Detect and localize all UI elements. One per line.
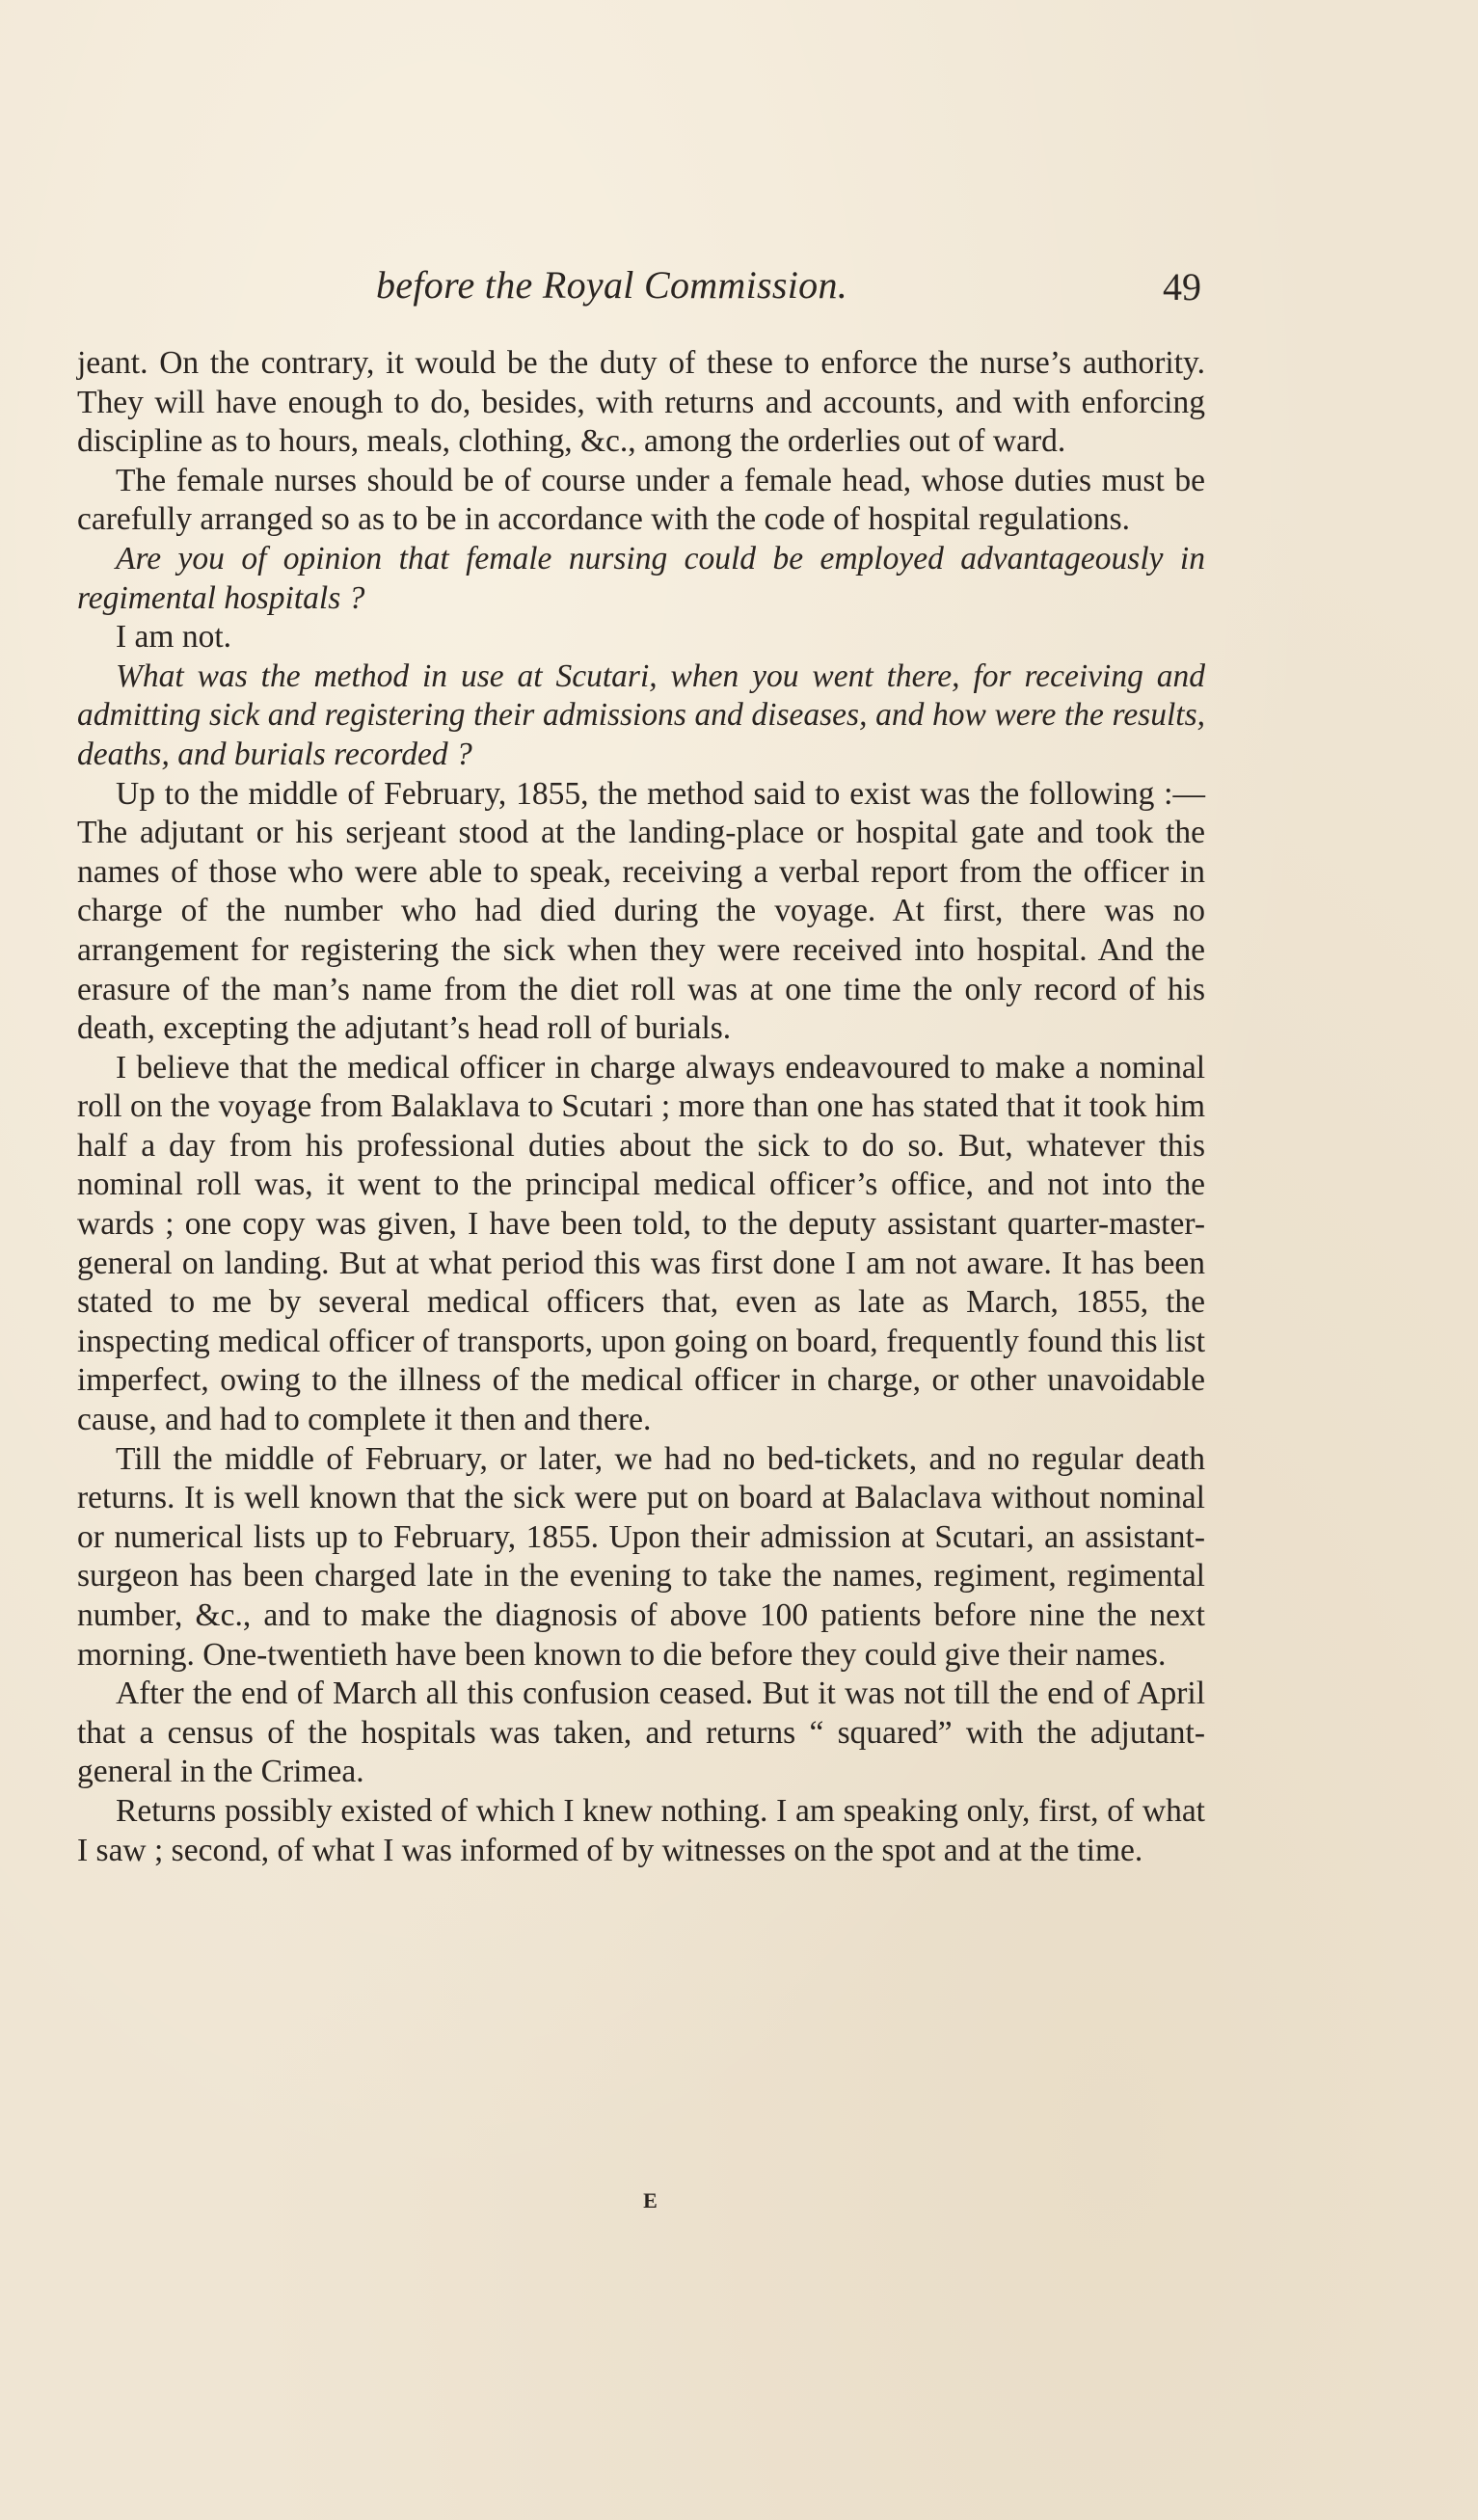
paragraph-question: Are you of opinion that female nursing could be employed advantageously in regimental hospitals ? xyxy=(77,540,1205,616)
running-head xyxy=(77,262,1205,320)
paragraph-answer: Till the middle of February, or later, we had no bed-tickets, and no regular death returns. It is well known that the sick were put on board at Balaclava without nominal or numerical lists up to February, 1855. Upon their admission at Scutari, an assistant-surgeon has been charged late in the evening to take the names, regiment, regimental number, &c., and to make the diagnosis of above 100 patients before nine the next morning. One-twentieth have been known to die before they could give their names. xyxy=(77,1440,1205,1673)
signature-mark: E xyxy=(643,2188,658,2212)
paragraph-continuation: jeant. On the contrary, it would be the duty of these to enforce the nurse’s authority. They will have enough to do, besides, with returns and accounts, and with enforcing discipline as to hours, meals, clothing, &c., among the orderlies out of ward. xyxy=(77,345,1205,460)
paragraph-answer: Up to the middle of February, 1855, the method said to exist was the following :—The adjutant or his serjeant stood at the landing-place or hospital gate and took the names of those who were able to speak, receiving a verbal report from the officer in charge of the number who had died during the voyage. At first, there was no arrangement for registering the sick when they were received into hospital. And the erasure of the man’s name from the diet roll was at one time the only record of his death, excepting the adjutant’s head roll of burials. xyxy=(77,775,1205,1047)
body-text xyxy=(77,344,1205,1870)
running-title: before the Royal Commission. xyxy=(376,263,848,307)
paragraph-answer: The female nurses should be of course under a female head, whose duties must be carefully arranged so as to be in accordance with the code of hospital regulations. xyxy=(77,462,1205,538)
paragraph-answer: Returns possibly existed of which I knew nothing. I am speaking only, first, of what I saw ; second, of what I was informed of by witnesses on the spot and at the time. xyxy=(77,1792,1205,1868)
paragraph-question: What was the method in use at Scutari, when you went there, for receiving and admitting sick and registering their admissions and diseases, and how were the results, deaths, and burials recorded ? xyxy=(77,657,1205,772)
paragraph-answer: I am not. xyxy=(116,619,232,656)
page-number: 49 xyxy=(1163,265,1201,308)
paragraph-answer: After the end of March all this confusion ceased. But it was not till the end of April that a census of the hospitals was taken, and returns “ squared” with the adjutant-general in the Crimea. xyxy=(77,1676,1205,1790)
paragraph-answer: I believe that the medical officer in charge always endeavoured to make a nominal roll on the voyage from Balaklava to Scutari ; more than one has stated that it took him half a day from his professional duties about the sick to do so. But, whatever this nominal roll was, it went to the principal medical officer’s office, and not into the wards ; one copy was given, I have been told, to the deputy assistant quarter-master-general on landing. But at what period this was first done I am not aware. It has been stated to me by several medical officers that, even as late as March, 1855, the inspecting medical officer of transports, upon going on board, frequently found this list imperfect, owing to the illness of the medical officer in charge, or other unavoidable cause, and had to complete it then and there. xyxy=(77,1049,1205,1438)
